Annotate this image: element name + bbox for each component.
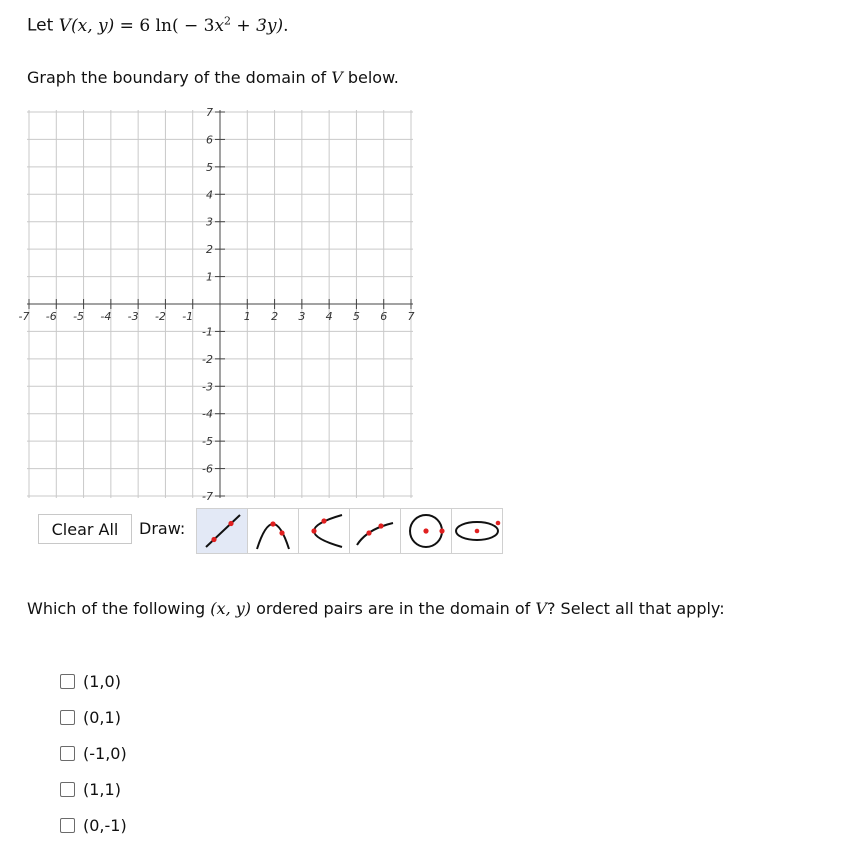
x-tick-label: 4 — [325, 310, 333, 323]
choice-label: (0,-1) — [83, 815, 127, 835]
y-tick-label: -7 — [202, 490, 213, 503]
choice-label: (1,0) — [83, 671, 121, 691]
y-tick-label: -2 — [202, 352, 213, 366]
formula-coef: 6 — [139, 15, 151, 36]
choice-option[interactable] — [60, 771, 127, 807]
parabola-tool[interactable] — [248, 509, 299, 553]
y-tick-label: 4 — [206, 188, 213, 202]
y-tick-label: -5 — [202, 435, 213, 449]
y-tick-label: 7 — [206, 106, 213, 119]
select-prompt-var: V — [535, 599, 547, 618]
checkbox[interactable] — [60, 710, 75, 725]
question-formula — [27, 14, 289, 36]
x-tick-label: 6 — [380, 310, 388, 323]
choice-option[interactable] — [60, 699, 127, 735]
graph-prompt-var: V — [331, 68, 343, 87]
choice-label: (-1,0) — [83, 743, 127, 763]
checkbox[interactable] — [60, 782, 75, 797]
x-tick-label: -4 — [100, 310, 112, 323]
x-tick-label: 7 — [407, 310, 415, 323]
formula-lhs: V(x, y) — [58, 15, 115, 36]
y-tick-label: -3 — [202, 380, 213, 394]
x-tick-label: -5 — [73, 310, 85, 323]
formula-open: ( − 3 — [171, 15, 215, 36]
choice-list — [60, 663, 127, 843]
ellipse-tool-icon — [453, 511, 501, 551]
y-tick-label: -4 — [202, 407, 213, 421]
select-prompt-post: ? Select all that apply: — [546, 599, 725, 618]
choice-label: (0,1) — [83, 707, 121, 727]
formula-eq: = — [114, 15, 140, 36]
y-tick-label: 2 — [206, 243, 213, 257]
x-tick-label: -3 — [127, 310, 139, 323]
let-label: Let — [27, 15, 54, 36]
sideways-parabola-tool[interactable] — [299, 509, 350, 553]
graph-prompt-post: below. — [342, 68, 399, 87]
checkbox[interactable] — [60, 746, 75, 761]
x-tick-label: -1 — [182, 310, 194, 323]
ellipse-tool[interactable] — [452, 509, 502, 553]
y-tick-label: -1 — [202, 325, 213, 339]
draw-label: Draw: — [139, 519, 186, 538]
log-curve-tool[interactable] — [350, 509, 401, 553]
y-tick-label: 1 — [206, 270, 213, 284]
x-tick-label: 2 — [271, 310, 279, 323]
tool-group — [196, 508, 503, 554]
graph-prompt — [27, 68, 399, 87]
x-tick-label: -7 — [18, 310, 30, 323]
x-tick-label: 1 — [243, 310, 251, 323]
graph-prompt-pre: Graph the boundary of the domain of — [27, 68, 332, 87]
formula-exponent: 2 — [224, 14, 232, 27]
choice-option[interactable] — [60, 735, 127, 771]
choice-label: (1,1) — [83, 779, 121, 799]
graph-canvas[interactable] — [18, 106, 415, 503]
x-tick-label: -2 — [154, 310, 166, 323]
circle-tool[interactable] — [401, 509, 452, 553]
y-tick-label: 6 — [206, 133, 213, 147]
select-prompt — [27, 599, 725, 618]
y-tick-label: 5 — [206, 160, 213, 174]
choice-option[interactable] — [60, 807, 127, 843]
y-tick-label: -6 — [202, 462, 213, 476]
formula-x: x — [214, 15, 225, 36]
formula-fn: ln — [150, 15, 172, 36]
formula-end: . — [283, 15, 289, 36]
x-tick-label: 3 — [298, 310, 306, 323]
select-prompt-pre: Which of the following — [27, 599, 211, 618]
select-prompt-mid: ordered pairs are in the domain of — [251, 599, 536, 618]
sideways-parabola-tool-icon — [302, 511, 346, 551]
parabola-tool-icon — [251, 511, 295, 551]
log-curve-tool-icon — [353, 511, 397, 551]
x-tick-label: 5 — [352, 310, 360, 323]
x-tick-label: -6 — [45, 310, 57, 323]
line-tool-icon — [200, 511, 244, 551]
circle-tool-icon — [404, 511, 448, 551]
formula — [59, 16, 289, 36]
formula-rest: + 3y) — [231, 15, 284, 36]
choice-option[interactable] — [60, 663, 127, 699]
checkbox[interactable] — [60, 818, 75, 833]
clear-all-button[interactable]: Clear All — [38, 514, 132, 544]
line-tool[interactable] — [197, 509, 248, 553]
y-tick-label: 3 — [206, 215, 213, 229]
checkbox[interactable] — [60, 674, 75, 689]
axes — [27, 110, 413, 498]
select-prompt-pair: (x, y) — [210, 599, 252, 618]
